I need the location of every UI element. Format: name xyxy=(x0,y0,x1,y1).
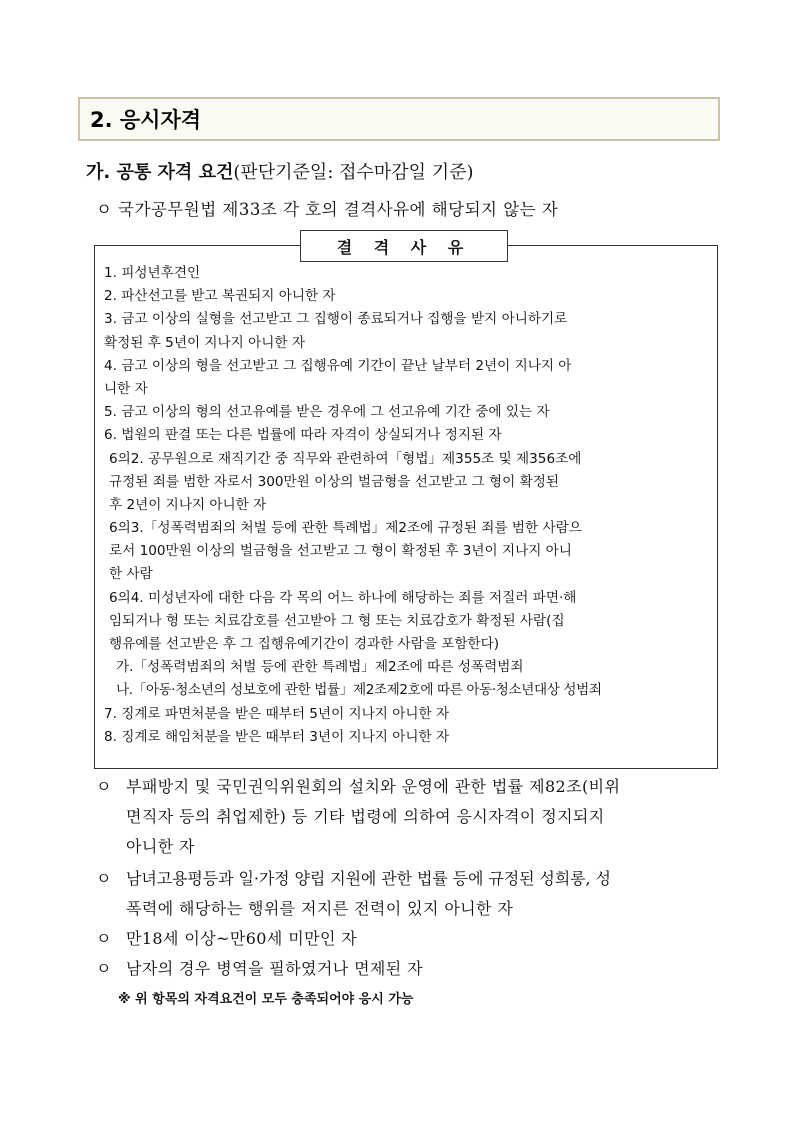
common-requirements-title: 가. 공통 자격 요건 xyxy=(86,162,234,183)
disqualification-line: 8. 징계로 해임처분을 받은 때부터 3년이 지나지 아니한 자 xyxy=(104,728,450,745)
disqualification-line: 6의3.「성폭력범죄의 처벌 등에 관한 특례법」제2조에 규정된 죄를 범한 사람으 xyxy=(109,520,582,537)
disqualification-line: 니한 자 xyxy=(104,380,148,397)
bullet-marker: ㅇ xyxy=(96,959,112,978)
disqualification-line: 3. 금고 이상의 실형을 선고받고 그 집행이 종료되거나 집행을 받지 아니하기로 xyxy=(104,311,568,328)
bullet-item-military xyxy=(96,954,726,984)
section-header xyxy=(78,97,720,141)
disqualification-line: 4. 금고 이상의 형을 선고받고 그 집행유예 기간이 끝난 날부터 2년이 지나지 아 xyxy=(104,357,572,374)
bullet-item-harassment xyxy=(96,864,726,924)
disqualification-line: 7. 징계로 파면처분을 받은 때부터 5년이 지나지 아니한 자 xyxy=(104,705,450,722)
disqualification-line: 행유예를 선고받은 후 그 집행유예기간이 경과한 사람을 포함한다) xyxy=(109,636,500,652)
bullet-line: 폭력에 해당하는 행위를 저지른 전력이 있지 아니한 자 xyxy=(126,899,514,918)
disqualification-subitem: 가.「성폭력범죄의 처벌 등에 관한 특례법」제2조에 따른 성폭력범죄 xyxy=(116,659,524,676)
disqualification-line: 6의4. 미성년자에 대한 다음 각 목의 어느 하나에 해당하는 죄를 저질러 파면·해 xyxy=(109,589,577,606)
disqualification-box-label: 결 격 사 유 xyxy=(300,230,508,262)
common-requirements-heading xyxy=(86,158,474,184)
disqualification-line: 한 사람 xyxy=(109,566,153,583)
bullet-marker: ㅇ xyxy=(96,777,112,796)
bullet-marker: ㅇ xyxy=(96,929,112,948)
disqualification-line: 2. 파산선고를 받고 복권되지 아니한 자 xyxy=(104,288,336,305)
bullet-line: 아니한 자 xyxy=(126,837,195,856)
disqualification-line: 규정된 죄를 범한 자로서 300만원 이상의 벌금형을 선고받고 그 형이 확정된 xyxy=(109,473,559,490)
intro-bullet-text: 국가공무원법 제33조 각 호의 결격사유에 해당되지 않는 자 xyxy=(118,200,559,219)
bullet-marker: ㅇ xyxy=(96,200,113,219)
disqualification-line: 확정된 후 5년이 지나지 아니한 자 xyxy=(104,334,305,351)
bullet-line: 부패방지 및 국민권익위원회의 설치와 운영에 관한 법률 제82조(비위 xyxy=(126,777,621,796)
disqualification-line: 6. 법원의 판결 또는 다른 법률에 따라 자격이 상실되거나 정지된 자 xyxy=(104,427,502,444)
disqualification-subitem: 나.「아동·청소년의 성보호에 관한 법률」제2조제2호에 따른 아동·청소년대상 성범죄 xyxy=(116,682,602,699)
section-title: 2. 응시자격 xyxy=(90,108,202,132)
bullet-line: 만18세 이상~만60세 미만인 자 xyxy=(126,929,358,948)
common-requirements-note: (판단기준일: 접수마감일 기준) xyxy=(233,162,474,183)
disqualification-line: 임되거나 형 또는 치료감호를 선고받아 그 형 또는 치료감호가 확정된 사람(집 xyxy=(109,612,565,629)
bullet-line: 면직자 등의 취업제한) 등 기타 법령에 의하여 응시자격이 정지되지 xyxy=(126,807,605,826)
bullet-line: 남자의 경우 병역을 필하였거나 면제된 자 xyxy=(126,959,423,978)
bullet-marker: ㅇ xyxy=(96,869,112,888)
disqualification-list xyxy=(104,262,710,749)
disqualification-line: 6의2. 공무원으로 재직기간 중 직무와 관련하여「형법」제355조 및 제356조에 xyxy=(109,450,582,467)
disqualification-line: 1. 피성년후견인 xyxy=(104,265,201,281)
disqualification-line: 로서 100만원 이상의 벌금형을 선고받고 그 형이 확정된 후 3년이 지나지 아니 xyxy=(109,543,572,560)
disqualification-line: 5. 금고 이상의 형의 선고유예를 받은 경우에 그 선고유예 기간 중에 있는 자 xyxy=(104,404,550,421)
disqualification-line: 후 2년이 지나지 아니한 자 xyxy=(109,496,267,513)
bullet-item-anti-corruption xyxy=(96,772,726,862)
intro-bullet xyxy=(96,196,558,220)
bullet-item-age xyxy=(96,924,726,954)
bullet-line: 남녀고용평등과 일·가정 양립 지원에 관한 법률 등에 규정된 성희롱, 성 xyxy=(126,869,611,888)
footnote: ※ 위 항목의 자격요건이 모두 충족되어야 응시 가능 xyxy=(118,992,414,1007)
